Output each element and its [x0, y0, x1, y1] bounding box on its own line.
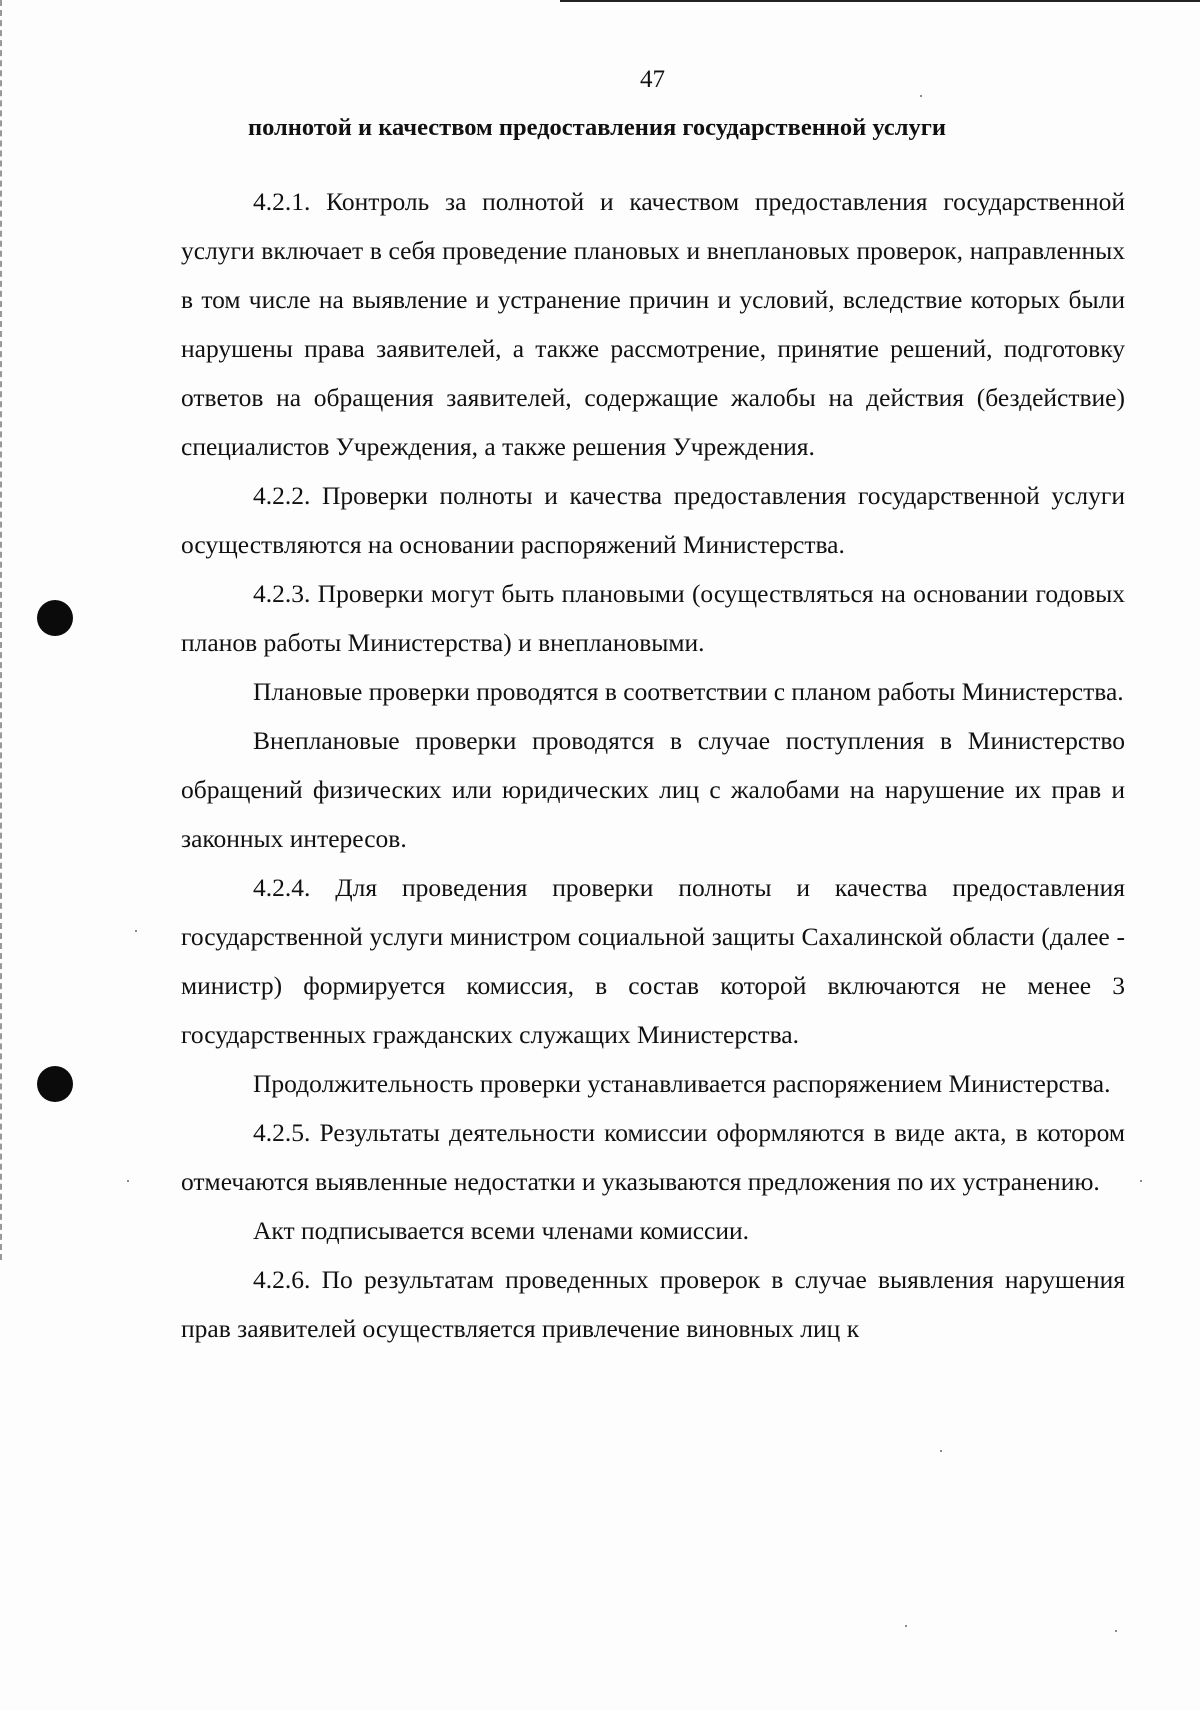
scan-speck: [905, 1625, 907, 1627]
scan-speck: [1115, 1630, 1117, 1632]
page-number: 47: [640, 66, 665, 93]
punch-hole-mark: [37, 1066, 73, 1102]
scan-speck: [920, 95, 922, 97]
paragraph-4-2-5: 4.2.5. Результаты деятельности комиссии оформляются в виде акта, в котором отмечаются выявленные недостатки и указываются предложения по их устранению.: [181, 1118, 1125, 1196]
paragraph-unplanned-checks: Внеплановые проверки проводятся в случае поступления в Министерство обращений физических или юридических лиц с жалобами на нарушение их прав и законных интересов.: [181, 726, 1125, 853]
scan-speck: [135, 930, 137, 932]
paragraph-4-2-3: 4.2.3. Проверки могут быть плановыми (осуществляться на основании годовых планов работы Министерства) и внеплановыми.: [181, 579, 1125, 657]
paragraph-4-2-6: 4.2.6. По результатам проведенных проверок в случае выявления нарушения прав заявителей осуществляется привлечение виновных лиц к: [181, 1265, 1125, 1343]
scan-speck: [1140, 1180, 1142, 1182]
body-text: [181, 177, 1125, 1353]
paragraph-check-duration: Продолжительность проверки устанавливается распоряжением Министерства.: [253, 1069, 1111, 1098]
section-heading: полнотой и качеством предоставления государственной услуги: [248, 114, 947, 141]
paragraph-4-2-2: 4.2.2. Проверки полноты и качества предоставления государственной услуги осуществляются на основании распоряжений Министерства.: [181, 481, 1125, 559]
paragraph-act-signing: Акт подписывается всеми членами комиссии.: [253, 1216, 750, 1245]
scan-top-edge: [560, 0, 1200, 7]
paragraph-4-2-4: 4.2.4. Для проведения проверки полноты и качества предоставления государственной услуги министром социальной защиты Сахалинской области (далее - министр) формируется комиссия, в состав которой включаются не менее 3 государственных гражданских служащих Министерства.: [181, 873, 1125, 1049]
paragraph-4-2-1: 4.2.1. Контроль за полнотой и качеством предоставления государственной услуги включает в себя проведение плановых и внеплановых проверок, направленных в том числе на выявление и устранение причин и условий, вследствие которых были нарушены права заявителей, а также рассмотрение, принятие решений, подготовку ответов на обращения заявителей, содержащие жалобы на действия (бездействие) специалистов Учреждения, а также решения Учреждения.: [181, 187, 1125, 461]
scan-speck: [940, 1450, 942, 1452]
scan-left-edge: [0, 0, 4, 1260]
paragraph-planned-checks: Плановые проверки проводятся в соответствии с планом работы Министерства.: [253, 677, 1124, 706]
punch-hole-mark: [37, 600, 73, 636]
scan-speck: [127, 1180, 129, 1182]
